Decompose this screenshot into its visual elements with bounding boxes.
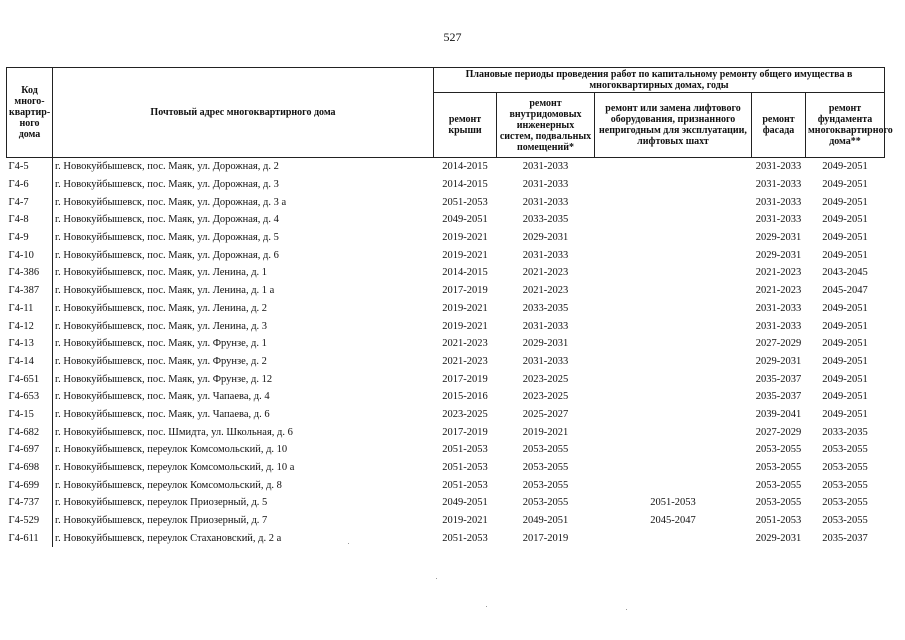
row-code: Г4-653 [7,388,53,406]
table-row [7,317,885,335]
table-row [7,246,885,264]
row-systems: 2029-2031 [522,338,569,350]
row-foundation: 2045-2047 [822,285,868,297]
row-systems: 2053-2055 [522,479,569,491]
row-code: Г4-386 [7,264,53,282]
row-code: Г4-5 [7,158,53,176]
row-address: г. Новокуйбышевск, переулок Комсомольский, д. 10 а [55,462,295,474]
row-address: г. Новокуйбышевск, переулок Приозерный, д. 5 [55,497,268,509]
row-address: г. Новокуйбышевск, пос. Маяк, ул. Ленина, д. 1 а [55,285,275,297]
row-roof: 2017-2019 [442,373,488,385]
row-roof: 2019-2021 [442,320,488,332]
row-code: Г4-15 [7,406,53,424]
row-roof: 2017-2019 [442,285,488,297]
row-address: г. Новокуйбышевск, переулок Приозерный, д. 7 [55,515,268,527]
row-lift [595,441,752,459]
row-facade: 2039-2041 [755,408,802,420]
row-roof: 2014-2015 [442,161,488,173]
row-systems: 2033-2035 [522,302,569,314]
row-address: г. Новокуйбышевск, пос. Маяк, ул. Ленина, д. 3 [55,320,268,332]
row-lift [595,211,752,229]
row-foundation: 2053-2055 [822,444,868,456]
row-roof: 2014-2015 [442,179,488,191]
row-foundation: 2049-2051 [822,373,868,385]
table-row [7,370,885,388]
row-facade: 2031-2033 [755,302,802,314]
row-address: г. Новокуйбышевск, пос. Маяк, ул. Фрунзе, д. 1 [55,338,267,350]
row-roof: 2019-2021 [442,515,488,527]
row-facade: 2029-2031 [755,249,802,261]
row-facade: 2029-2031 [755,532,802,544]
row-address: г. Новокуйбышевск, переулок Стахановский, д. 2 а [55,532,282,544]
table-row [7,193,885,211]
row-code: Г4-12 [7,317,53,335]
row-foundation: 2049-2051 [822,338,868,350]
row-roof: 2051-2053 [442,479,488,491]
row-code: Г4-529 [7,512,53,530]
row-code: Г4-697 [7,441,53,459]
row-address: г. Новокуйбышевск, пос. Маяк, ул. Дорожная, д. 6 [55,249,279,261]
row-foundation: 2049-2051 [822,179,868,191]
row-foundation: 2035-2037 [822,532,868,544]
row-lift: 2045-2047 [650,515,696,527]
table-row [7,423,885,441]
row-facade: 2029-2031 [755,355,802,367]
row-code: Г4-13 [7,335,53,353]
row-roof: 2021-2023 [442,338,488,350]
row-address: г. Новокуйбышевск, пос. Маяк, ул. Чапаева, д. 4 [55,391,270,403]
row-systems: 2031-2033 [522,179,569,191]
row-roof: 2019-2021 [442,302,488,314]
row-code: Г4-387 [7,282,53,300]
row-roof: 2051-2053 [442,196,488,208]
row-lift: 2051-2053 [650,497,696,509]
row-code: Г4-682 [7,423,53,441]
row-foundation: 2049-2051 [822,249,868,261]
header-roof: ремонт крыши [434,93,497,158]
header-periods-title: Плановые периоды проведения работ по капитальному ремонту общего имущества в многоквартирных домах, годы [434,68,885,93]
row-systems: 2025-2027 [522,408,569,420]
row-foundation: 2049-2051 [822,302,868,314]
row-systems: 2033-2035 [522,214,569,226]
row-roof: 2014-2015 [442,267,488,279]
row-lift [595,459,752,477]
row-facade: 2053-2055 [755,462,802,474]
row-address: г. Новокуйбышевск, пос. Маяк, ул. Ленина, д. 2 [55,302,268,314]
table-row [7,388,885,406]
row-roof: 2019-2021 [442,249,488,261]
table-row [7,211,885,229]
row-facade: 2031-2033 [755,214,802,226]
row-facade: 2021-2023 [755,267,802,279]
row-foundation: 2049-2051 [822,391,868,403]
row-facade: 2031-2033 [755,320,802,332]
row-foundation: 2033-2035 [822,426,868,438]
row-systems: 2019-2021 [522,426,569,438]
row-facade: 2051-2053 [755,515,802,527]
row-facade: 2035-2037 [755,373,802,385]
row-code: Г4-10 [7,246,53,264]
row-systems: 2023-2025 [522,391,569,403]
row-address: г. Новокуйбышевск, пос. Маяк, ул. Дорожная, д. 3 [55,179,279,191]
row-lift [595,176,752,194]
row-systems: 2031-2033 [522,196,569,208]
row-foundation: 2049-2051 [822,232,868,244]
row-address: г. Новокуйбышевск, пос. Маяк, ул. Дорожная, д. 2 [55,161,279,173]
row-lift [595,193,752,211]
row-address: г. Новокуйбышевск, пос. Маяк, ул. Фрунзе, д. 12 [55,373,273,385]
row-foundation: 2049-2051 [822,355,868,367]
table-row [7,494,885,512]
row-systems: 2049-2051 [522,515,569,527]
row-facade: 2021-2023 [755,285,802,297]
row-lift [595,317,752,335]
row-code: Г4-11 [7,300,53,318]
row-systems: 2031-2033 [522,161,569,173]
header-facade: ремонт фасада [752,93,806,158]
row-foundation: 2049-2051 [822,161,868,173]
row-foundation: 2053-2055 [822,515,868,527]
row-systems: 2023-2025 [522,373,569,385]
row-lift [595,158,752,176]
row-code: Г4-14 [7,353,53,371]
row-facade: 2031-2033 [755,161,802,173]
row-facade: 2029-2031 [755,232,802,244]
row-address: г. Новокуйбышевск, пос. Маяк, ул. Фрунзе, д. 2 [55,355,267,367]
row-roof: 2021-2023 [442,355,488,367]
row-foundation: 2053-2055 [822,479,868,491]
row-code: Г4-6 [7,176,53,194]
row-code: Г4-7 [7,193,53,211]
row-lift [595,282,752,300]
table-row [7,459,885,477]
row-lift [595,406,752,424]
row-lift [595,335,752,353]
header-address: Почтовый адрес многоквартирного дома [53,68,434,158]
repair-schedule-table [6,67,893,547]
row-roof: 2015-2016 [442,391,488,403]
row-foundation: 2043-2045 [822,267,868,279]
row-lift [595,353,752,371]
row-address: г. Новокуйбышевск, переулок Комсомольский, д. 10 [55,444,288,456]
row-systems: 2053-2055 [522,497,569,509]
row-address: г. Новокуйбышевск, пос. Маяк, ул. Дорожная, д. 5 [55,232,279,244]
table-row [7,529,885,547]
row-code: Г4-8 [7,211,53,229]
row-code: Г4-699 [7,476,53,494]
row-address: г. Новокуйбышевск, пос. Маяк, ул. Дорожная, д. 4 [55,214,279,226]
table-row [7,300,885,318]
row-facade: 2031-2033 [755,196,802,208]
row-code: Г4-651 [7,370,53,388]
row-facade: 2027-2029 [755,338,802,350]
row-lift [595,229,752,247]
row-lift [595,300,752,318]
row-foundation: 2053-2055 [822,462,868,474]
row-lift [595,529,752,547]
row-foundation: 2049-2051 [822,320,868,332]
row-facade: 2053-2055 [755,497,802,509]
table-body [7,158,885,548]
row-facade: 2035-2037 [755,391,802,403]
table-row [7,282,885,300]
row-roof: 2017-2019 [442,426,488,438]
row-code: Г4-737 [7,494,53,512]
row-foundation: 2049-2051 [822,214,868,226]
row-foundation: 2053-2055 [822,497,868,509]
header-lift: ремонт или замена лифтового оборудования, признанного непригодным для эксплуатации, лифтовых шахт [595,93,752,158]
table-row [7,406,885,424]
row-facade: 2053-2055 [755,444,802,456]
row-roof: 2051-2053 [442,532,488,544]
row-code: Г4-611 [7,529,53,547]
row-systems: 2053-2055 [522,444,569,456]
row-lift [595,370,752,388]
row-lift [595,264,752,282]
table-row [7,512,885,530]
table-row [7,476,885,494]
row-code: Г4-9 [7,229,53,247]
row-address: г. Новокуйбышевск, пос. Маяк, ул. Чапаева, д. 6 [55,408,270,420]
header-systems: ремонт внутридомовых инженерных систем, подвальных помещений* [497,93,595,158]
row-roof: 2023-2025 [442,408,488,420]
row-facade: 2031-2033 [755,179,802,191]
row-lift [595,246,752,264]
row-roof: 2051-2053 [442,462,488,474]
row-roof: 2049-2051 [442,214,488,226]
row-address: г. Новокуйбышевск, пос. Маяк, ул. Дорожная, д. 3 а [55,196,287,208]
row-address: г. Новокуйбышевск, переулок Комсомольский, д. 8 [55,479,282,491]
row-systems: 2031-2033 [522,249,569,261]
table-row [7,335,885,353]
row-foundation: 2049-2051 [822,196,868,208]
row-roof: 2049-2051 [442,497,488,509]
row-code: Г4-698 [7,459,53,477]
table-row [7,264,885,282]
row-systems: 2053-2055 [522,462,569,474]
row-systems: 2021-2023 [522,285,569,297]
row-lift [595,476,752,494]
row-lift [595,423,752,441]
row-roof: 2019-2021 [442,232,488,244]
row-foundation: 2049-2051 [822,408,868,420]
table-row [7,441,885,459]
table-row [7,176,885,194]
row-facade: 2053-2055 [755,479,802,491]
page-number: 527 [443,30,462,44]
table-row [7,229,885,247]
row-systems: 2031-2033 [522,355,569,367]
row-address: г. Новокуйбышевск, пос. Маяк, ул. Ленина, д. 1 [55,267,268,279]
row-address: г. Новокуйбышевск, пос. Шмидта, ул. Школьная, д. 6 [55,426,293,438]
header-foundation: ремонт фундамента многоквартирного дома** [806,93,885,158]
row-systems: 2017-2019 [522,532,569,544]
row-systems: 2021-2023 [522,267,569,279]
table-row [7,158,885,176]
row-systems: 2029-2031 [522,232,569,244]
table-row [7,353,885,371]
row-roof: 2051-2053 [442,444,488,456]
row-facade: 2027-2029 [755,426,802,438]
row-systems: 2031-2033 [522,320,569,332]
row-lift [595,388,752,406]
header-code: Код много-квартир-ного дома [7,68,53,158]
